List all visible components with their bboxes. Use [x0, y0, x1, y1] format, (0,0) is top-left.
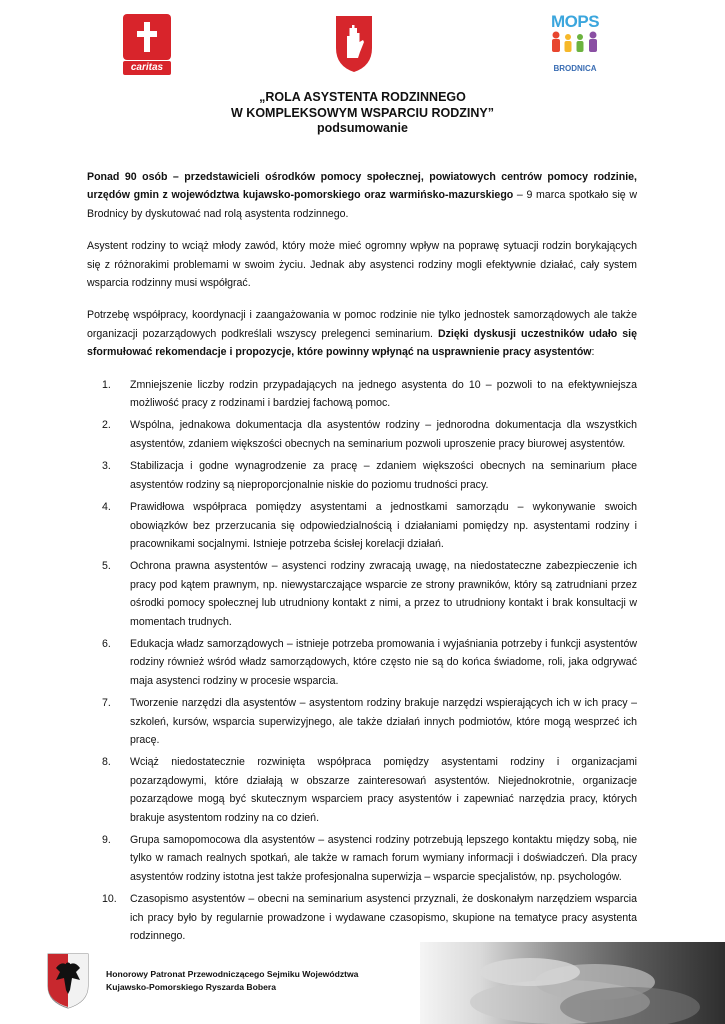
list-item-text: Wspólna, jednakowa dokumentacja dla asystentów rodziny – jednorodna dokumentacja dla wszystkich asystentów, zdaniem większości obecnych na seminarium pozwoli uproszenie pracy biurowej asystentów.: [130, 419, 637, 450]
list-item-text: Czasopismo asystentów – obecni na seminarium asystenci przyznali, że doskonałym narzędziem wsparcia ich pracy było by regularnie prowadzone i wydawane czasopismo, skupione na tematyce pracy asystenta rodzinnego.: [130, 893, 637, 943]
list-item-text: Stabilizacja i godne wynagrodzenie za pracę – zdaniem większości obecnych na seminarium płace asystentów rodziny są nieproporcjonalnie niskie do poziomu trudności pracy.: [130, 460, 637, 491]
list-item-text: Tworzenie narzędzi dla asystentów – asystentom rodziny brakuje narzędzi wspierających ich w ich pracy – szkoleń, kursów, wsparcia superwizyjnego, ale także działań innych podmiotów, które mogą wesprzeć ich pracę.: [130, 697, 637, 746]
list-item-number: 1.: [102, 378, 111, 391]
list-item-number: 10.: [102, 893, 117, 906]
document-body: [87, 168, 637, 949]
footer-patronage: [106, 968, 358, 994]
paragraph-3-bold: Dzięki dyskusji uczestników udało się sformułować rekomendacje i propozycje, które powinny wpłynąć na usprawnienie pracy asystentów: [87, 327, 637, 359]
people-figures-icon: [546, 30, 604, 58]
paragraph-3-end: :: [591, 346, 595, 359]
list-item-text: Ochrona prawna asystentów – asystenci rodziny zwracają uwagę, na niedostateczne zabezpieczenie ich pracy pod kątem prawnym, np. niewystarczające wsparcie ze strony prawników, który są zatrudniani przez ośrodki pomocy społecznej lub utrudniony kontakt z nimi, a przez to utrudniony kontakt i brak konsultacji w momentach trudnych.: [130, 560, 637, 628]
paragraph-3: [87, 306, 637, 361]
list-item: [87, 635, 637, 690]
list-item: [87, 457, 637, 494]
list-item: [87, 557, 637, 631]
list-item-number: 7.: [102, 697, 111, 710]
caritas-cross-icon: [123, 14, 171, 60]
list-item-text: Prawidłowa współpraca pomiędzy asystentami a jednostkami samorządu – wykonywanie swoich obowiązków bez przerzucania się odpowiedzialnością i działaniami pomiędzy np. asystentami rodziny i pracownikami socjalnymi. Istnieje potrzeba ścisłej korelacji działań.: [130, 501, 637, 550]
list-item-text: Grupa samopomocowa dla asystentów – asystenci rodziny potrzebują lepszego kontaktu między sobą, nie tylko w ramach realnych spotkań, ale także w ramach forum wymiany informacji i doświadczeń. Dla pracy asystentów rodziny istotna jest także profesjonalna superwizja – wsparcie specjalistów, np. psychologów.: [130, 834, 637, 883]
paragraph-2: Asystent rodziny to wciąż młody zawód, który może mieć ogromny wpływ na poprawę sytuacji rodzin borykających się z różnorakimi problemami w swoim życiu. Jednak aby asystenci rodziny mogli efektywnie działać, cały system wsparcia rodzinny musi współgrać.: [87, 240, 637, 290]
list-item: [87, 831, 637, 886]
list-item-number: 2.: [102, 419, 111, 432]
hands-photo-icon: [420, 942, 725, 1024]
list-item-number: 6.: [102, 637, 111, 650]
caritas-logo: [123, 14, 171, 74]
footer-line-1: Honorowy Patronat Przewodniczącego Sejmiku Województwa: [106, 969, 359, 979]
paragraph-3-text: Potrzebę współpracy, koordynacji i zaangażowania w pomoc rodzinie nie tylko jednostek samorządowych ale także organizacji pozarządowych podkreślali wszyscy prelegenci seminarium.: [87, 309, 637, 340]
list-item: [87, 498, 637, 553]
list-item-number: 9.: [102, 834, 111, 846]
list-item-text: Edukacja władz samorządowych – istnieje potrzeba promowania i wyjaśniania potrzeby i funkcji asystentów rodziny również wśród władz samorządowych, które często nie są do końca świadome, roli, jaka odgrywać maja asystenci rodziny w procesie wsparcia.: [130, 637, 637, 687]
list-item-number: 8.: [102, 756, 111, 769]
mops-logo: [546, 14, 604, 76]
list-item: [87, 376, 637, 413]
list-item-number: 3.: [102, 460, 111, 473]
caritas-logo-text: caritas: [123, 61, 171, 75]
list-item-text: Zmniejszenie liczby rodzin przypadających na jednego asystenta do 10 – pozwoli to na efektywniejsza możliwość pracy z rodzinami i bardziej fachową pomoc.: [130, 378, 637, 410]
footer-line-2: Kujawsko-Pomorskiego Ryszarda Bobera: [106, 982, 277, 992]
intro-paragraph: [87, 168, 637, 223]
list-item-number: 4.: [102, 501, 111, 514]
list-item-text: Wciąż niedostatecznie rozwinięta współpraca pomiędzy asystentami rodziny i organizacjami pozarządowymi, które działają w obszarze zainteresowań asystentów. Niejednokrotnie, organizacje pozarządowe mogą być skutecznym wsparciem pracy asystentów i zapewniać narzędzia pracy, których brakuje asystentom rodziny na co dzień.: [130, 756, 637, 824]
hand-shield-icon: [334, 14, 374, 74]
mops-subtitle: BRODNICA: [553, 64, 597, 73]
header-logos: [0, 14, 725, 76]
list-item-number: 5.: [102, 560, 111, 573]
list-item: [87, 753, 637, 827]
eagle-coat-of-arms-icon: [44, 950, 92, 1010]
intro-rest: – 9 marca spotkało się w Brodnicy by dyskutować nad rolą asystenta rodzinnego.: [87, 189, 637, 220]
title-line-2: W KOMPLEKSOWYM WSPARCIU RODZINY”: [231, 105, 494, 120]
list-item: [87, 694, 637, 749]
mops-title: MOPS: [550, 12, 600, 31]
intro-bold: Ponad 90 osób – przedstawicieli ośrodków pomocy społecznej, powiatowych centrów pomocy rodzinie, urzędów gmin z województwa kujawsko-pomorskiego oraz warmińsko-mazurskiego: [87, 171, 637, 202]
list-item: [87, 890, 637, 945]
document-title: [0, 90, 725, 137]
list-item: [87, 416, 637, 453]
title-line-3: podsumowanie: [317, 121, 408, 135]
title-line-1: „ROLA ASYSTENTA RODZINNEGO: [259, 90, 466, 104]
recommendations-list: [87, 376, 637, 946]
